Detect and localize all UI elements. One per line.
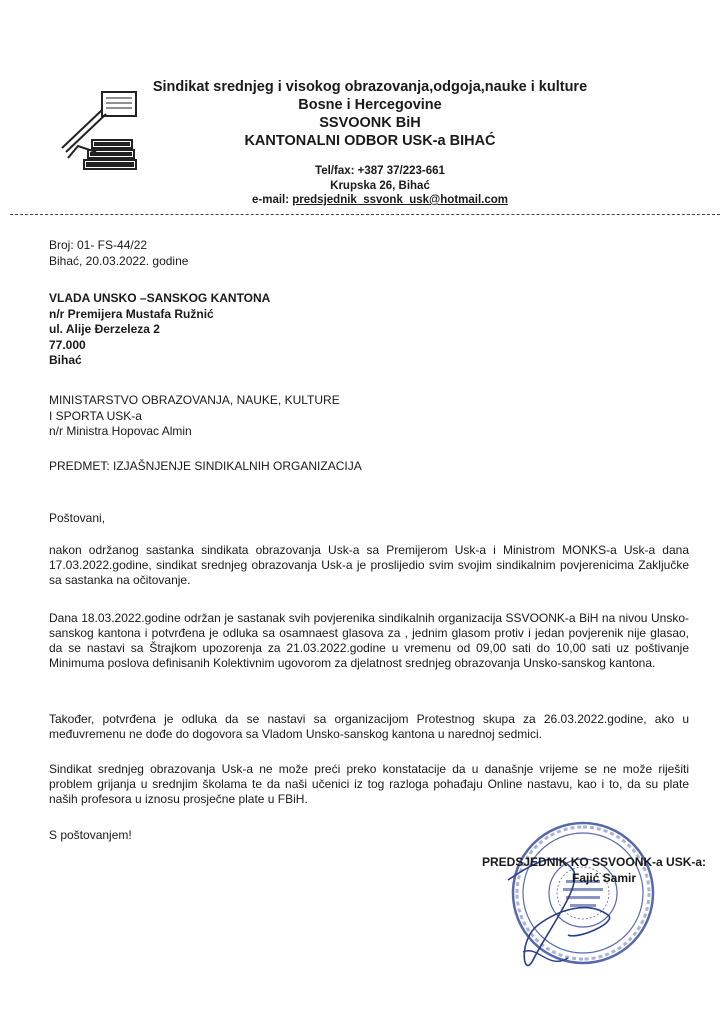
signature-name: Fajić Samir (572, 871, 637, 885)
closing: S poštovanjem! (49, 828, 132, 842)
recipient1-line5: Bihać (49, 353, 82, 367)
org-name-line2: Bosne i Hercegovine (298, 97, 442, 113)
signature-title: PREDSJEDNIK KO SSVOONK-a USK-a: (482, 855, 707, 869)
email-link[interactable]: predsjednik_ssvonk_usk@hotmail.com (292, 194, 508, 206)
recipient-ministry (49, 393, 340, 440)
greeting: Poštovani, (49, 511, 106, 525)
address-line: Krupska 26, Bihać (330, 179, 430, 192)
recipient2-line3: n/r Ministra Hopovac Almin (49, 424, 192, 438)
document-number: Broj: 01- FS-44/22 (49, 238, 148, 252)
header-block (110, 78, 630, 150)
email-line (180, 193, 580, 208)
paragraph-2: Dana 18.03.2022.godine održan je sastanak svih povjerenika sindikalnih organizacija SSVOONK-a BiH na nivou Unsko-sanskog kantona i potvrđena je odluka sa osamnaest glasova za , jednim glasom protiv i jedan povjerenik nije glasao, da se nastavi sa Štrajkom upozorenja za 21.03.2022.godine u vremenu od 09,00 sati do 10,00 sati uz poštivanje Minimuma poslova definisanih Kolektivnim ugovorom za djelatnost srednjeg obrazovanja Unsko-sanskog kantona. (49, 611, 689, 670)
recipient2-line2: I SPORTA USK-a (49, 408, 142, 423)
recipient1-line2: n/r Premijera Mustafa Ružnić (49, 306, 214, 321)
paragraph-4: Sindikat srednjeg obrazovanja Usk-a ne može preći preko konstatacije da u današnje vrijeme se ne može riješiti problem grijanja u srednjim školama te da naši učenici iz tog razloga pohađaju Online nastavu, kao i to, da su plate naših profesora u iznosu prosječne plate u FBiH. (49, 762, 689, 806)
recipient-government (49, 291, 270, 369)
recipient1-line1: VLADA UNSKO –SANSKOG KANTONA (49, 291, 271, 305)
reference-block (49, 238, 188, 269)
paragraph-1: nakon održanog sastanka sindikata obrazovanja Usk-a sa Premijerom Usk-a i Ministrom MONKS-a Usk-a dana 17.03.2022.godine, sindikat srednjeg obrazovanja Usk-a je proslijedio svim svojim sindikalnim povjerenicima Zaključke sa sastanka na očitovanje. (49, 543, 689, 587)
org-name-line3: SSVOONK BiH (319, 115, 421, 131)
place-date: Bihać, 20.03.2022. godine (49, 253, 189, 268)
subject-line: PREDMET: IZJAŠNJENJE SINDIKALNIH ORGANIZACIJA (49, 459, 362, 473)
org-name-line1: Sindikat srednjeg i visokog obrazovanja,odgoja,nauke i kulture (152, 79, 588, 95)
org-name-line4: KANTONALNI ODBOR USK-a BIHAĆ (244, 133, 496, 149)
phone-line: Tel/fax: +387 37/223-661 (315, 165, 445, 177)
contact-block (180, 164, 580, 208)
recipient2-line1: MINISTARSTVO OBRAZOVANJA, NAUKE, KULTURE (49, 393, 340, 407)
paragraph-3: Također, potvrđena je odluka da se nastavi sa organizacijom Protestnog skupa za 26.03.2022.godine, ako u međuvremenu ne dođe do dogovora sa Vladom Unsko-sanskog kantona u narednoj sedmici. (49, 712, 689, 741)
recipient1-line4: 77.000 (49, 337, 86, 352)
recipient1-line3: ul. Alije Đerzeleza 2 (49, 322, 160, 336)
email-label: e-mail: (252, 194, 293, 206)
header-divider (10, 214, 720, 215)
